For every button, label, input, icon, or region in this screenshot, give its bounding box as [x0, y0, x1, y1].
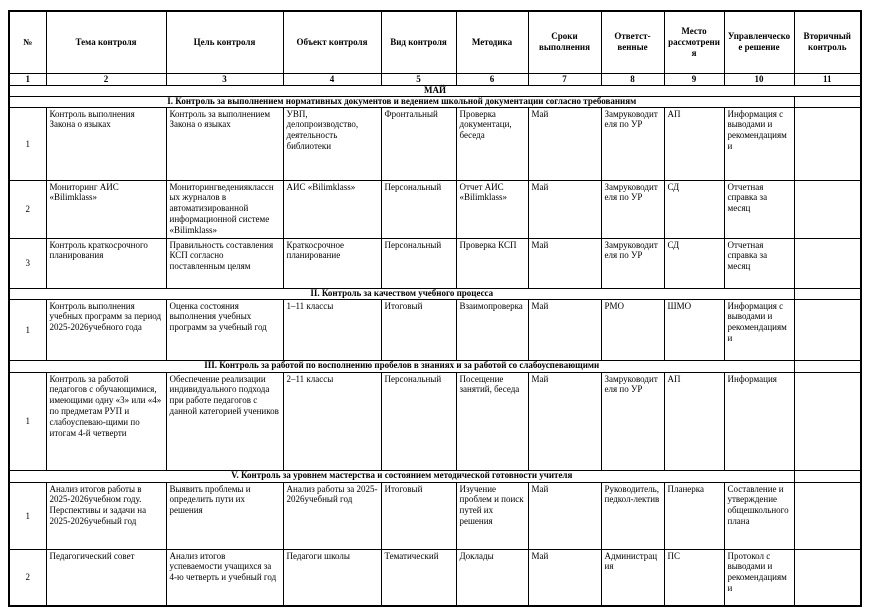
cell-mesto: ПС: [664, 549, 724, 606]
col-number: 3: [166, 73, 283, 85]
col-number: 11: [794, 73, 861, 85]
col-header-vtorichnyi: Вторичный контроль: [794, 11, 861, 73]
cell-reshenie: Отчетная справка за месяц: [724, 180, 794, 238]
cell-vid: Тематический: [381, 549, 456, 606]
cell-tema: Педагогический совет: [46, 549, 166, 606]
month-header: МАЙ: [9, 85, 861, 96]
cell-obekt: Педагоги школы: [283, 549, 381, 606]
cell-vid: Персональный: [381, 238, 456, 288]
section-title: II. Контроль за качеством учебного процесса: [9, 288, 794, 299]
table-row: [9, 238, 861, 288]
col-number: 2: [46, 73, 166, 85]
col-header-otvetstvennye: Ответст-венные: [601, 11, 664, 73]
cell-vtorichnyi: [794, 372, 861, 470]
cell-otvetstvennye: Замруководителя по УР: [601, 238, 664, 288]
cell-obekt: Анализ работы за 2025-2026учебный год: [283, 482, 381, 549]
table-row: [9, 107, 861, 180]
col-number: 4: [283, 73, 381, 85]
section-title: V. Контроль за уровнем мастерства и состоянием методической готовности учителя: [9, 470, 794, 482]
section-title: I. Контроль за выполнением нормативных документов и ведением школьной документации согласно требованиям: [9, 96, 794, 107]
cell-tema: Контроль выполнения учебных программ за период 2025-2026учебного года: [46, 299, 166, 360]
cell-reshenie: Информация: [724, 372, 794, 470]
col-number: 9: [664, 73, 724, 85]
cell-vid: Персональный: [381, 180, 456, 238]
cell-tsel: Выявить проблемы и определить пути их решения: [166, 482, 283, 549]
cell-reshenie: Протокол с выводами и рекомендациями: [724, 549, 794, 606]
cell-mesto: АП: [664, 107, 724, 180]
section-header-row-5: [9, 470, 861, 482]
cell-vid: Итоговый: [381, 299, 456, 360]
cell-mesto: АП: [664, 372, 724, 470]
cell-sroki: Май: [528, 299, 601, 360]
cell-tema: Контроль выполнения Закона о языках: [46, 107, 166, 180]
cell-mesto: Планерка: [664, 482, 724, 549]
cell-reshenie: Информация с выводами и рекомендациями: [724, 107, 794, 180]
col-header-sroki: Сроки выполнения: [528, 11, 601, 73]
section-header-row-1: [9, 96, 861, 107]
cell-tema: Контроль за работой педагогов с обучающимися, имеющими одну «3» или «4» по предметам РУП и слабоуспеваю-щими по итогам 4-й четверти: [46, 372, 166, 470]
cell-otvetstvennye: Администрация: [601, 549, 664, 606]
section-title-spacer: [794, 470, 861, 482]
cell-vid: Персональный: [381, 372, 456, 470]
col-header-obekt: Объект контроля: [283, 11, 381, 73]
cell-no: 2: [9, 180, 46, 238]
cell-obekt: 2–11 классы: [283, 372, 381, 470]
cell-sroki: Май: [528, 107, 601, 180]
cell-sroki: Май: [528, 180, 601, 238]
cell-obekt: АИС «Bilimklass»: [283, 180, 381, 238]
month-header-row: [9, 85, 861, 96]
column-header-row: [9, 11, 861, 73]
table-row: [9, 372, 861, 470]
column-number-row: [9, 73, 861, 85]
cell-reshenie: Составление и утверждение общешкольного плана: [724, 482, 794, 549]
cell-reshenie: Информация с выводами и рекомендациями: [724, 299, 794, 360]
col-header-tsel: Цель контроля: [166, 11, 283, 73]
cell-sroki: Май: [528, 549, 601, 606]
cell-sroki: Май: [528, 372, 601, 470]
cell-no: 1: [9, 299, 46, 360]
cell-vtorichnyi: [794, 299, 861, 360]
control-plan-table: [8, 10, 862, 607]
cell-obekt: Краткосрочное планирование: [283, 238, 381, 288]
section-title-spacer: [794, 288, 861, 299]
cell-vtorichnyi: [794, 180, 861, 238]
cell-no: 1: [9, 107, 46, 180]
cell-tsel: Мониторингведенияклассных журналов в автоматизированной информационной системе «Bilimklass»: [166, 180, 283, 238]
cell-vid: Фронтальный: [381, 107, 456, 180]
col-header-vid: Вид контроля: [381, 11, 456, 73]
section-title: III. Контроль за работой по восполнению пробелов в знаниях и за работой со слабоуспевающими: [9, 360, 794, 372]
section-header-row-3: [9, 360, 861, 372]
table-row: [9, 549, 861, 606]
cell-tema: Анализ итогов работы в 2025-2026учебном году. Перспективы и задачи на 2025-2026учебный год: [46, 482, 166, 549]
section-title-spacer: [794, 360, 861, 372]
cell-metodika: Проверка документаци, беседа: [456, 107, 528, 180]
col-header-mesto: Место рассмотрения: [664, 11, 724, 73]
cell-mesto: СД: [664, 238, 724, 288]
cell-metodika: Посещение занятий, беседа: [456, 372, 528, 470]
cell-vtorichnyi: [794, 482, 861, 549]
table-row: [9, 299, 861, 360]
cell-metodika: Изучение проблем и поиск путей их решения: [456, 482, 528, 549]
cell-tsel: Правильность составления КСП согласно поставленным целям: [166, 238, 283, 288]
cell-vtorichnyi: [794, 107, 861, 180]
cell-obekt: УВП, делопроизводство, деятельность библиотеки: [283, 107, 381, 180]
cell-otvetstvennye: РМО: [601, 299, 664, 360]
section-title-spacer: [794, 96, 861, 107]
cell-no: 1: [9, 372, 46, 470]
cell-no: 3: [9, 238, 46, 288]
col-number: 1: [9, 73, 46, 85]
cell-tsel: Обеспечение реализации индивидуального подхода при работе педагогов с данной категорией учеников: [166, 372, 283, 470]
cell-mesto: ШМО: [664, 299, 724, 360]
cell-mesto: СД: [664, 180, 724, 238]
col-header-metodika: Методика: [456, 11, 528, 73]
cell-otvetstvennye: Замруководителя по УР: [601, 180, 664, 238]
section-header-row-2: [9, 288, 861, 299]
cell-sroki: Май: [528, 238, 601, 288]
cell-vid: Итоговый: [381, 482, 456, 549]
table-row: [9, 180, 861, 238]
cell-metodika: Взаимопроверка: [456, 299, 528, 360]
col-number: 5: [381, 73, 456, 85]
cell-metodika: Доклады: [456, 549, 528, 606]
col-number: 10: [724, 73, 794, 85]
cell-otvetstvennye: Замруководителя по УР: [601, 107, 664, 180]
cell-tema: Мониторинг АИС «Bilimklass»: [46, 180, 166, 238]
cell-tsel: Оценка состояния выполнения учебных программ за учебный год: [166, 299, 283, 360]
col-number: 8: [601, 73, 664, 85]
cell-metodika: Проверка КСП: [456, 238, 528, 288]
cell-reshenie: Отчетная справка за месяц: [724, 238, 794, 288]
cell-vtorichnyi: [794, 549, 861, 606]
table-row: [9, 482, 861, 549]
cell-no: 1: [9, 482, 46, 549]
cell-sroki: Май: [528, 482, 601, 549]
cell-obekt: 1–11 классы: [283, 299, 381, 360]
cell-otvetstvennye: Руководитель, педкол-лектив: [601, 482, 664, 549]
col-number: 7: [528, 73, 601, 85]
col-header-reshenie: Управленческое решение: [724, 11, 794, 73]
cell-no: 2: [9, 549, 46, 606]
col-number: 6: [456, 73, 528, 85]
col-header-tema: Тема контроля: [46, 11, 166, 73]
cell-metodika: Отчет АИС «Bilimklass»: [456, 180, 528, 238]
cell-otvetstvennye: Замруководителя по УР: [601, 372, 664, 470]
cell-tsel: Контроль за выполнением Закона о языках: [166, 107, 283, 180]
cell-vtorichnyi: [794, 238, 861, 288]
col-header-no: №: [9, 11, 46, 73]
cell-tema: Контроль краткосрочного планирования: [46, 238, 166, 288]
cell-tsel: Анализ итогов успеваемости учащихся за 4-ю четверть и учебный год: [166, 549, 283, 606]
